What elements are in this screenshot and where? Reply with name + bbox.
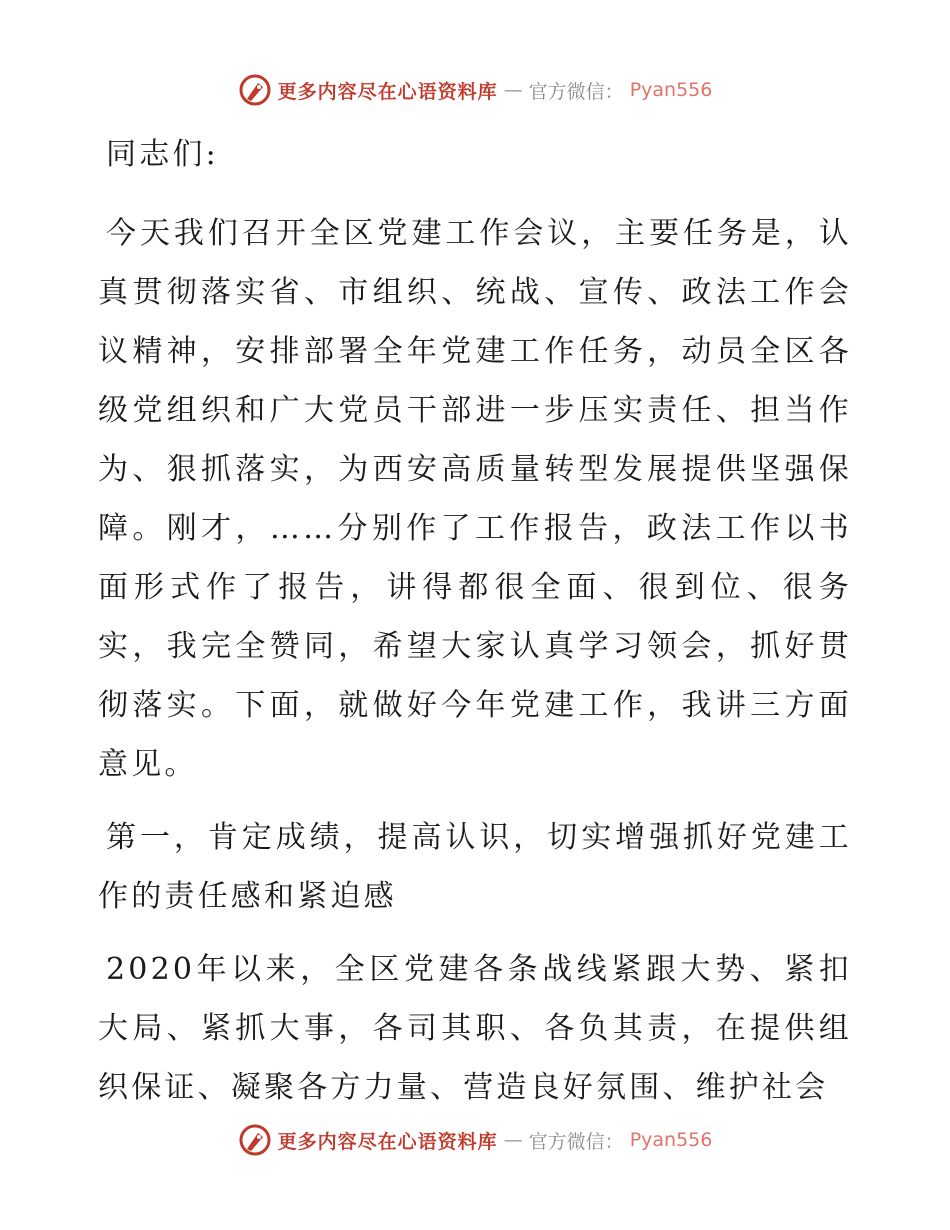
- watermark-wechat-label: 官方微信：: [528, 1130, 624, 1153]
- watermark-site-text: 更多内容尽在心语资料库: [277, 1130, 498, 1153]
- pen-nib-logo-icon: [238, 73, 272, 107]
- paragraph-achievements: 2020年以来，全区党建各条战线紧跟大势、紧扣大局、紧抓大事，各司其职、各负其责，在提供组织保证、凝聚各方力量、营造良好氛围、维护社会: [98, 952, 852, 1105]
- paragraph-intro: 今天我们召开全区党建工作会议，主要任务是，认真贯彻落实省、市组织、统战、宣传、政法工作会议精神，安排部署全年党建工作任务，动员全区各级党组织和广大党员干部进一步压实责任、担当作为、狠抓落实，为西安高质量转型发展提供坚强保障。刚才，……分别作了工作报告，政法工作以书面形式作了报告，讲得都很全面、很到位、很务实，我完全赞同，希望大家认真学习领会，抓好贯彻落实。下面，就做好今年党建工作，我讲三方面意见。: [98, 216, 852, 782]
- watermark-separator: —: [503, 1129, 523, 1151]
- watermark-site-text: 更多内容尽在心语资料库: [277, 80, 498, 103]
- footer-watermark: [0, 1120, 950, 1160]
- watermark-wechat-id: Pyan556: [629, 79, 713, 101]
- watermark-wechat-id: Pyan556: [629, 1129, 713, 1151]
- section-heading-first: 第一，肯定成绩，提高认识，切实增强抓好党建工作的责任感和紧迫感: [98, 820, 852, 914]
- header-watermark: [0, 70, 950, 110]
- watermark-wechat-label: 官方微信：: [528, 80, 624, 103]
- document-body: [98, 125, 852, 1117]
- pen-nib-logo-icon: [238, 1123, 272, 1157]
- salutation: 同志们:: [106, 137, 219, 172]
- watermark-separator: —: [503, 79, 523, 101]
